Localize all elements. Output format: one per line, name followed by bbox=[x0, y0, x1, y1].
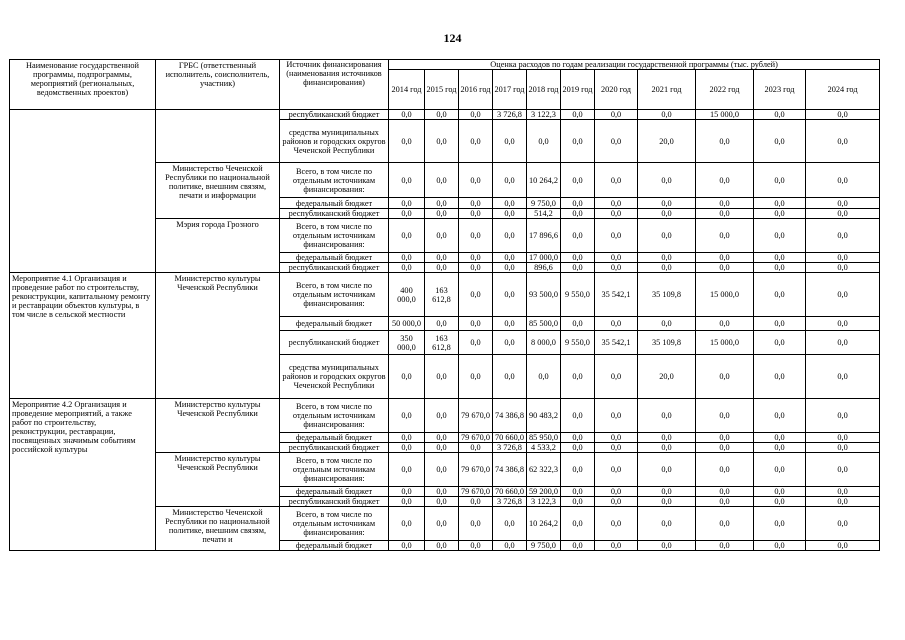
value-cell: 0,0 bbox=[638, 433, 696, 443]
value-cell: 0,0 bbox=[389, 399, 425, 433]
value-cell: 0,0 bbox=[696, 120, 754, 163]
value-cell: 0,0 bbox=[527, 355, 561, 399]
value-cell: 0,0 bbox=[638, 209, 696, 219]
value-cell: 0,0 bbox=[425, 507, 459, 541]
value-cell: 0,0 bbox=[806, 331, 880, 355]
value-cell: 0,0 bbox=[425, 487, 459, 497]
value-cell: 0,0 bbox=[459, 497, 493, 507]
value-cell: 9 550,0 bbox=[561, 331, 595, 355]
value-cell: 0,0 bbox=[806, 317, 880, 331]
source-cell: федеральный бюджет bbox=[280, 487, 389, 497]
value-cell: 0,0 bbox=[561, 355, 595, 399]
value-cell: 0,0 bbox=[493, 163, 527, 198]
value-cell: 0,0 bbox=[638, 253, 696, 263]
value-cell: 0,0 bbox=[459, 443, 493, 453]
value-cell: 0,0 bbox=[696, 163, 754, 198]
value-cell: 400 000,0 bbox=[389, 273, 425, 317]
value-cell: 0,0 bbox=[425, 355, 459, 399]
value-cell: 0,0 bbox=[806, 273, 880, 317]
value-cell: 0,0 bbox=[696, 253, 754, 263]
value-cell: 0,0 bbox=[806, 163, 880, 198]
value-cell: 0,0 bbox=[425, 198, 459, 209]
value-cell: 0,0 bbox=[389, 163, 425, 198]
value-cell: 0,0 bbox=[595, 209, 638, 219]
value-cell: 0,0 bbox=[561, 198, 595, 209]
value-cell: 0,0 bbox=[595, 163, 638, 198]
header-source: Источник финансирования (наименования источников финансирования) bbox=[280, 60, 389, 110]
value-cell: 0,0 bbox=[389, 110, 425, 120]
value-cell: 0,0 bbox=[754, 198, 806, 209]
source-cell: федеральный бюджет bbox=[280, 198, 389, 209]
value-cell: 0,0 bbox=[806, 541, 880, 551]
value-cell: 0,0 bbox=[754, 317, 806, 331]
value-cell: 0,0 bbox=[389, 453, 425, 487]
value-cell: 0,0 bbox=[493, 263, 527, 273]
value-cell: 0,0 bbox=[696, 541, 754, 551]
value-cell: 9 750,0 bbox=[527, 198, 561, 209]
value-cell: 0,0 bbox=[595, 198, 638, 209]
value-cell: 0,0 bbox=[638, 443, 696, 453]
value-cell: 3 726,8 bbox=[493, 110, 527, 120]
program-cell: Мероприятие 4.2 Организация и проведение мероприятий, а также работ по строительству, реконструкции, реставрации, посвященных значимым событиям российской культуры bbox=[10, 399, 156, 551]
value-cell: 79 670,0 bbox=[459, 453, 493, 487]
value-cell: 79 670,0 bbox=[459, 433, 493, 443]
value-cell: 0,0 bbox=[696, 317, 754, 331]
source-cell: республиканский бюджет bbox=[280, 263, 389, 273]
value-cell: 0,0 bbox=[561, 487, 595, 497]
value-cell: 15 000,0 bbox=[696, 273, 754, 317]
grbs-cell: Министерство культуры Чеченской Республики bbox=[156, 399, 280, 453]
value-cell: 0,0 bbox=[425, 163, 459, 198]
value-cell: 0,0 bbox=[696, 198, 754, 209]
value-cell: 0,0 bbox=[754, 355, 806, 399]
value-cell: 0,0 bbox=[806, 433, 880, 443]
value-cell: 0,0 bbox=[806, 487, 880, 497]
header-program: Наименование государственной программы, подпрограммы, мероприятий (региональных, ведомственных проектов) bbox=[10, 60, 156, 110]
value-cell: 0,0 bbox=[595, 317, 638, 331]
source-cell: средства муниципальных районов и городских округов Чеченской Республики bbox=[280, 355, 389, 399]
value-cell: 0,0 bbox=[389, 497, 425, 507]
grbs-cell: Министерство культуры Чеченской Республики bbox=[156, 453, 280, 507]
value-cell: 62 322,3 bbox=[527, 453, 561, 487]
header-year: 2024 год bbox=[806, 70, 880, 110]
value-cell: 0,0 bbox=[595, 355, 638, 399]
value-cell: 0,0 bbox=[806, 443, 880, 453]
value-cell: 0,0 bbox=[425, 120, 459, 163]
value-cell: 0,0 bbox=[493, 253, 527, 263]
source-cell: Всего, в том числе по отдельным источникам финансирования: bbox=[280, 507, 389, 541]
value-cell: 0,0 bbox=[459, 273, 493, 317]
value-cell: 0,0 bbox=[696, 263, 754, 273]
source-cell: Всего, в том числе по отдельным источникам финансирования: bbox=[280, 163, 389, 198]
value-cell: 35 109,8 bbox=[638, 273, 696, 317]
value-cell: 0,0 bbox=[561, 399, 595, 433]
value-cell: 0,0 bbox=[425, 453, 459, 487]
value-cell: 0,0 bbox=[754, 541, 806, 551]
value-cell: 0,0 bbox=[459, 110, 493, 120]
value-cell: 0,0 bbox=[561, 433, 595, 443]
program-cell: Мероприятие 4.1 Организация и проведение работ по строительству, реконструкции, капитальному ремонту и реставрации объектов культуры, в том числе в сельской местности bbox=[10, 273, 156, 399]
source-cell: Всего, в том числе по отдельным источникам финансирования: bbox=[280, 399, 389, 433]
value-cell: 0,0 bbox=[806, 497, 880, 507]
table-row bbox=[10, 110, 880, 120]
page-number: 124 bbox=[443, 31, 462, 45]
value-cell: 0,0 bbox=[389, 209, 425, 219]
value-cell: 0,0 bbox=[459, 355, 493, 399]
value-cell: 0,0 bbox=[459, 209, 493, 219]
source-cell: республиканский бюджет bbox=[280, 209, 389, 219]
value-cell: 163 612,8 bbox=[425, 331, 459, 355]
value-cell: 79 670,0 bbox=[459, 399, 493, 433]
value-cell: 0,0 bbox=[806, 253, 880, 263]
value-cell: 0,0 bbox=[561, 163, 595, 198]
value-cell: 0,0 bbox=[425, 219, 459, 253]
header-year: 2019 год bbox=[561, 70, 595, 110]
value-cell: 0,0 bbox=[561, 497, 595, 507]
value-cell: 0,0 bbox=[389, 253, 425, 263]
source-cell: средства муниципальных районов и городских округов Чеченской Республики bbox=[280, 120, 389, 163]
value-cell: 8 000,0 bbox=[527, 331, 561, 355]
value-cell: 0,0 bbox=[493, 198, 527, 209]
value-cell: 15 000,0 bbox=[696, 331, 754, 355]
value-cell: 0,0 bbox=[493, 219, 527, 253]
value-cell: 0,0 bbox=[493, 317, 527, 331]
value-cell: 0,0 bbox=[595, 263, 638, 273]
budget-table bbox=[9, 59, 880, 551]
value-cell: 0,0 bbox=[493, 209, 527, 219]
value-cell: 0,0 bbox=[696, 507, 754, 541]
value-cell: 0,0 bbox=[425, 209, 459, 219]
value-cell: 0,0 bbox=[754, 399, 806, 433]
source-cell: федеральный бюджет bbox=[280, 253, 389, 263]
value-cell: 0,0 bbox=[493, 273, 527, 317]
source-cell: Всего, в том числе по отдельным источникам финансирования: bbox=[280, 273, 389, 317]
value-cell: 0,0 bbox=[696, 453, 754, 487]
value-cell: 0,0 bbox=[561, 443, 595, 453]
source-cell: федеральный бюджет bbox=[280, 541, 389, 551]
value-cell: 0,0 bbox=[595, 487, 638, 497]
value-cell: 0,0 bbox=[754, 273, 806, 317]
table-row bbox=[10, 399, 880, 433]
value-cell: 0,0 bbox=[595, 120, 638, 163]
value-cell: 0,0 bbox=[754, 487, 806, 497]
value-cell: 0,0 bbox=[754, 497, 806, 507]
value-cell: 0,0 bbox=[561, 120, 595, 163]
value-cell: 0,0 bbox=[696, 433, 754, 443]
value-cell: 74 386,8 bbox=[493, 399, 527, 433]
source-cell: Всего, в том числе по отдельным источникам финансирования: bbox=[280, 453, 389, 487]
value-cell: 0,0 bbox=[754, 110, 806, 120]
value-cell: 3 122,3 bbox=[527, 110, 561, 120]
value-cell: 17 000,0 bbox=[527, 253, 561, 263]
value-cell: 0,0 bbox=[696, 497, 754, 507]
header-grbs: ГРБС (ответственный исполнитель, соисполнитель, участник) bbox=[156, 60, 280, 110]
value-cell: 0,0 bbox=[389, 355, 425, 399]
value-cell: 0,0 bbox=[638, 198, 696, 209]
value-cell: 0,0 bbox=[754, 163, 806, 198]
source-cell: республиканский бюджет bbox=[280, 497, 389, 507]
value-cell: 85 500,0 bbox=[527, 317, 561, 331]
value-cell: 0,0 bbox=[459, 541, 493, 551]
header-year: 2021 год bbox=[638, 70, 696, 110]
value-cell: 0,0 bbox=[638, 163, 696, 198]
value-cell: 0,0 bbox=[595, 399, 638, 433]
value-cell: 0,0 bbox=[696, 487, 754, 497]
value-cell: 35 542,1 bbox=[595, 331, 638, 355]
value-cell: 0,0 bbox=[561, 263, 595, 273]
value-cell: 0,0 bbox=[696, 355, 754, 399]
value-cell: 0,0 bbox=[638, 487, 696, 497]
value-cell: 74 386,8 bbox=[493, 453, 527, 487]
value-cell: 0,0 bbox=[595, 219, 638, 253]
value-cell: 0,0 bbox=[425, 399, 459, 433]
header-year: 2017 год bbox=[493, 70, 527, 110]
value-cell: 0,0 bbox=[806, 355, 880, 399]
value-cell: 0,0 bbox=[638, 399, 696, 433]
value-cell: 79 670,0 bbox=[459, 487, 493, 497]
value-cell: 0,0 bbox=[425, 443, 459, 453]
header-year: 2020 год bbox=[595, 70, 638, 110]
value-cell: 0,0 bbox=[561, 209, 595, 219]
source-cell: Всего, в том числе по отдельным источникам финансирования: bbox=[280, 219, 389, 253]
value-cell: 0,0 bbox=[561, 453, 595, 487]
value-cell: 35 109,8 bbox=[638, 331, 696, 355]
value-cell: 0,0 bbox=[806, 219, 880, 253]
grbs-cell: Министерство Чеченской Республики по национальной политике, внешним связям, печати и bbox=[156, 507, 280, 551]
value-cell: 0,0 bbox=[459, 163, 493, 198]
value-cell: 0,0 bbox=[459, 263, 493, 273]
grbs-cell: Мэрия города Грозного bbox=[156, 219, 280, 273]
value-cell: 35 542,1 bbox=[595, 273, 638, 317]
value-cell: 20,0 bbox=[638, 120, 696, 163]
value-cell: 17 896,6 bbox=[527, 219, 561, 253]
value-cell: 0,0 bbox=[696, 219, 754, 253]
value-cell: 0,0 bbox=[459, 198, 493, 209]
value-cell: 0,0 bbox=[754, 443, 806, 453]
value-cell: 0,0 bbox=[459, 120, 493, 163]
value-cell: 0,0 bbox=[493, 331, 527, 355]
value-cell: 0,0 bbox=[696, 209, 754, 219]
value-cell: 0,0 bbox=[806, 120, 880, 163]
value-cell: 0,0 bbox=[493, 507, 527, 541]
value-cell: 0,0 bbox=[561, 507, 595, 541]
value-cell: 0,0 bbox=[638, 317, 696, 331]
value-cell: 0,0 bbox=[561, 110, 595, 120]
value-cell: 59 200,0 bbox=[527, 487, 561, 497]
source-cell: федеральный бюджет bbox=[280, 317, 389, 331]
value-cell: 0,0 bbox=[389, 120, 425, 163]
value-cell: 0,0 bbox=[754, 453, 806, 487]
value-cell: 93 500,0 bbox=[527, 273, 561, 317]
grbs-cell bbox=[156, 110, 280, 163]
value-cell: 0,0 bbox=[389, 507, 425, 541]
header-year: 2014 год bbox=[389, 70, 425, 110]
grbs-cell: Министерство культуры Чеченской Республики bbox=[156, 273, 280, 399]
value-cell: 9 550,0 bbox=[561, 273, 595, 317]
value-cell: 0,0 bbox=[754, 263, 806, 273]
value-cell: 0,0 bbox=[389, 541, 425, 551]
value-cell: 20,0 bbox=[638, 355, 696, 399]
header-estimate: Оценка расходов по годам реализации государственной программы (тыс. рублей) bbox=[389, 60, 880, 70]
value-cell: 50 000,0 bbox=[389, 317, 425, 331]
value-cell: 90 483,2 bbox=[527, 399, 561, 433]
value-cell: 0,0 bbox=[493, 541, 527, 551]
source-cell: республиканский бюджет bbox=[280, 110, 389, 120]
value-cell: 0,0 bbox=[806, 209, 880, 219]
value-cell: 0,0 bbox=[638, 263, 696, 273]
value-cell: 0,0 bbox=[638, 110, 696, 120]
value-cell: 0,0 bbox=[806, 507, 880, 541]
value-cell: 0,0 bbox=[595, 110, 638, 120]
source-cell: республиканский бюджет bbox=[280, 443, 389, 453]
value-cell: 0,0 bbox=[389, 487, 425, 497]
value-cell: 0,0 bbox=[389, 433, 425, 443]
value-cell: 0,0 bbox=[425, 497, 459, 507]
value-cell: 10 264,2 bbox=[527, 507, 561, 541]
header-year: 2016 год bbox=[459, 70, 493, 110]
value-cell: 514,2 bbox=[527, 209, 561, 219]
value-cell: 0,0 bbox=[561, 317, 595, 331]
value-cell: 0,0 bbox=[595, 433, 638, 443]
value-cell: 0,0 bbox=[638, 541, 696, 551]
value-cell: 0,0 bbox=[425, 433, 459, 443]
value-cell: 0,0 bbox=[638, 219, 696, 253]
value-cell: 0,0 bbox=[638, 497, 696, 507]
value-cell: 0,0 bbox=[595, 443, 638, 453]
value-cell: 0,0 bbox=[527, 120, 561, 163]
value-cell: 0,0 bbox=[696, 399, 754, 433]
grbs-cell: Министерство Чеченской Республики по национальной политике, внешним связям, печати и информации bbox=[156, 163, 280, 219]
value-cell: 4 533,2 bbox=[527, 443, 561, 453]
value-cell: 3 122,3 bbox=[527, 497, 561, 507]
value-cell: 0,0 bbox=[561, 219, 595, 253]
value-cell: 0,0 bbox=[754, 253, 806, 263]
value-cell: 0,0 bbox=[638, 453, 696, 487]
value-cell: 0,0 bbox=[493, 120, 527, 163]
value-cell: 85 950,0 bbox=[527, 433, 561, 443]
value-cell: 0,0 bbox=[425, 263, 459, 273]
program-cell bbox=[10, 110, 156, 273]
value-cell: 0,0 bbox=[754, 433, 806, 443]
value-cell: 0,0 bbox=[595, 497, 638, 507]
source-cell: республиканский бюджет bbox=[280, 331, 389, 355]
value-cell: 0,0 bbox=[806, 263, 880, 273]
header-year: 2018 год bbox=[527, 70, 561, 110]
value-cell: 0,0 bbox=[806, 453, 880, 487]
value-cell: 0,0 bbox=[493, 355, 527, 399]
value-cell: 0,0 bbox=[638, 507, 696, 541]
value-cell: 0,0 bbox=[754, 507, 806, 541]
value-cell: 0,0 bbox=[754, 209, 806, 219]
value-cell: 896,6 bbox=[527, 263, 561, 273]
value-cell: 3 726,8 bbox=[493, 497, 527, 507]
value-cell: 0,0 bbox=[806, 110, 880, 120]
value-cell: 0,0 bbox=[595, 507, 638, 541]
value-cell: 0,0 bbox=[425, 541, 459, 551]
value-cell: 0,0 bbox=[459, 331, 493, 355]
value-cell: 10 264,2 bbox=[527, 163, 561, 198]
value-cell: 0,0 bbox=[595, 253, 638, 263]
value-cell: 0,0 bbox=[561, 541, 595, 551]
header-year: 2015 год bbox=[425, 70, 459, 110]
value-cell: 0,0 bbox=[389, 263, 425, 273]
header-year: 2023 год bbox=[754, 70, 806, 110]
value-cell: 15 000,0 bbox=[696, 110, 754, 120]
value-cell: 0,0 bbox=[595, 453, 638, 487]
value-cell: 0,0 bbox=[754, 331, 806, 355]
value-cell: 0,0 bbox=[459, 317, 493, 331]
value-cell: 0,0 bbox=[389, 198, 425, 209]
value-cell: 163 612,8 bbox=[425, 273, 459, 317]
header-year: 2022 год bbox=[696, 70, 754, 110]
value-cell: 0,0 bbox=[754, 219, 806, 253]
value-cell: 0,0 bbox=[425, 253, 459, 263]
value-cell: 9 750,0 bbox=[527, 541, 561, 551]
value-cell: 3 726,8 bbox=[493, 443, 527, 453]
value-cell: 0,0 bbox=[754, 120, 806, 163]
value-cell: 0,0 bbox=[806, 198, 880, 209]
value-cell: 0,0 bbox=[459, 253, 493, 263]
value-cell: 350 000,0 bbox=[389, 331, 425, 355]
value-cell: 0,0 bbox=[389, 219, 425, 253]
source-cell: федеральный бюджет bbox=[280, 433, 389, 443]
value-cell: 0,0 bbox=[696, 443, 754, 453]
value-cell: 70 660,0 bbox=[493, 433, 527, 443]
value-cell: 0,0 bbox=[459, 507, 493, 541]
value-cell: 0,0 bbox=[561, 253, 595, 263]
table-row bbox=[10, 273, 880, 317]
value-cell: 0,0 bbox=[425, 317, 459, 331]
value-cell: 0,0 bbox=[425, 110, 459, 120]
value-cell: 0,0 bbox=[595, 541, 638, 551]
value-cell: 0,0 bbox=[459, 219, 493, 253]
value-cell: 0,0 bbox=[806, 399, 880, 433]
value-cell: 70 660,0 bbox=[493, 487, 527, 497]
value-cell: 0,0 bbox=[389, 443, 425, 453]
